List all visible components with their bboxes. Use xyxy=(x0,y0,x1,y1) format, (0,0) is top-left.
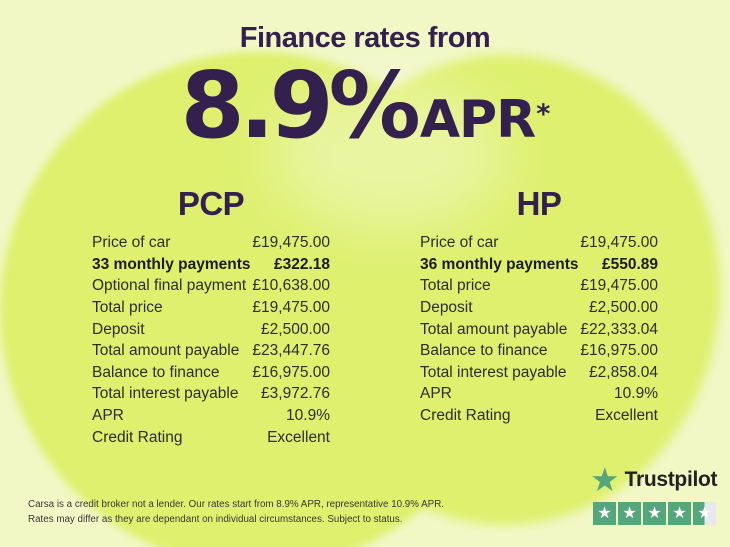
pcp-table xyxy=(92,183,330,448)
disclaimer-line-1: Carsa is a credit broker not a lender. Our rates start from 8.9% APR, representative 10.9% APR. xyxy=(28,499,445,510)
row-label: Total amount payable xyxy=(420,320,568,338)
row-value: £2,500.00 xyxy=(589,299,658,317)
trustpilot-star-box xyxy=(693,502,716,525)
star-icon: ★ xyxy=(622,504,637,522)
row-value: £16,975.00 xyxy=(252,363,330,381)
trustpilot-logo xyxy=(590,463,717,496)
table-row xyxy=(92,405,330,427)
table-row xyxy=(92,275,330,297)
row-value: 10.9% xyxy=(614,385,658,403)
row-value: Excellent xyxy=(267,428,330,446)
row-value: £16,975.00 xyxy=(580,342,658,360)
rate-value: 8.9% xyxy=(180,52,416,159)
row-value: 10.9% xyxy=(286,407,330,424)
table-row xyxy=(420,362,658,384)
row-label: Deposit xyxy=(92,320,145,338)
table-row xyxy=(420,297,658,319)
table-row xyxy=(420,275,658,297)
row-label: APR xyxy=(92,407,124,424)
table-row xyxy=(92,427,330,449)
rate-line xyxy=(0,52,730,159)
table-row xyxy=(92,232,330,254)
headline: Finance rates from xyxy=(239,22,491,54)
row-label: Total interest payable xyxy=(420,363,567,381)
hp-table-title: HP xyxy=(516,185,562,222)
hp-rows xyxy=(420,232,658,426)
row-label: Total price xyxy=(92,299,163,317)
trustpilot-star-box xyxy=(643,502,666,525)
rate-suffix-label: APR xyxy=(419,90,536,150)
row-label: Credit Rating xyxy=(92,428,183,446)
row-value: £2,858.04 xyxy=(589,363,658,381)
row-label: Total interest payable xyxy=(92,385,239,403)
row-label: Balance to finance xyxy=(92,363,220,381)
row-label: Price of car xyxy=(92,234,171,252)
row-value: £19,475.00 xyxy=(580,277,658,295)
table-row xyxy=(420,405,658,427)
table-row xyxy=(420,383,658,405)
row-label: Price of car xyxy=(420,234,499,252)
row-value: £550.89 xyxy=(601,255,658,273)
table-row xyxy=(420,340,658,362)
table-row xyxy=(92,319,330,341)
row-value: £322.18 xyxy=(273,255,330,273)
row-value: £19,475.00 xyxy=(580,234,658,252)
hp-table xyxy=(420,183,658,427)
trustpilot-star-box xyxy=(668,502,691,525)
row-label: Credit Rating xyxy=(420,407,511,424)
trustpilot-star-icon: ★ xyxy=(590,461,620,498)
table-row xyxy=(92,383,330,405)
table-row xyxy=(92,297,330,319)
star-icon: ★ xyxy=(597,504,612,522)
table-row xyxy=(420,319,658,341)
rate-suffix xyxy=(419,90,550,150)
row-value: £2,500.00 xyxy=(261,320,330,338)
star-icon: ★ xyxy=(672,504,687,522)
table-row xyxy=(92,340,330,362)
trustpilot-rating-stars xyxy=(593,502,716,525)
row-label: Total price xyxy=(420,277,491,295)
trustpilot-wordmark: Trustpilot xyxy=(624,467,718,491)
table-row xyxy=(420,232,658,254)
row-value: £10,638.00 xyxy=(252,277,330,295)
table-row xyxy=(92,362,330,384)
row-label: Optional final payment xyxy=(92,277,247,295)
row-label: 36 monthly payments xyxy=(420,255,579,273)
trustpilot-star-box xyxy=(618,502,641,525)
trustpilot-star-box xyxy=(593,502,616,525)
row-value: £19,475.00 xyxy=(252,299,330,317)
pcp-table-title: PCP xyxy=(177,185,245,222)
table-row xyxy=(420,254,658,276)
rate-asterisk: * xyxy=(536,99,550,130)
table-row xyxy=(92,254,330,276)
row-value: £23,447.76 xyxy=(252,342,330,360)
row-label: Balance to finance xyxy=(420,342,548,360)
row-label: APR xyxy=(420,385,452,403)
row-label: Deposit xyxy=(420,299,473,317)
row-label: 33 monthly payments xyxy=(92,255,251,273)
star-icon: ★ xyxy=(697,504,712,522)
row-value: £22,333.04 xyxy=(580,320,658,338)
row-value: Excellent xyxy=(595,407,658,424)
disclaimer-line-2: Rates may differ as they are dependant on individual circumstances. Subject to status. xyxy=(28,514,403,525)
disclaimer xyxy=(28,497,478,527)
row-value: £19,475.00 xyxy=(252,234,330,252)
pcp-rows xyxy=(92,232,330,448)
row-value: £3,972.76 xyxy=(261,385,330,403)
star-icon: ★ xyxy=(647,504,662,522)
row-label: Total amount payable xyxy=(92,342,240,360)
